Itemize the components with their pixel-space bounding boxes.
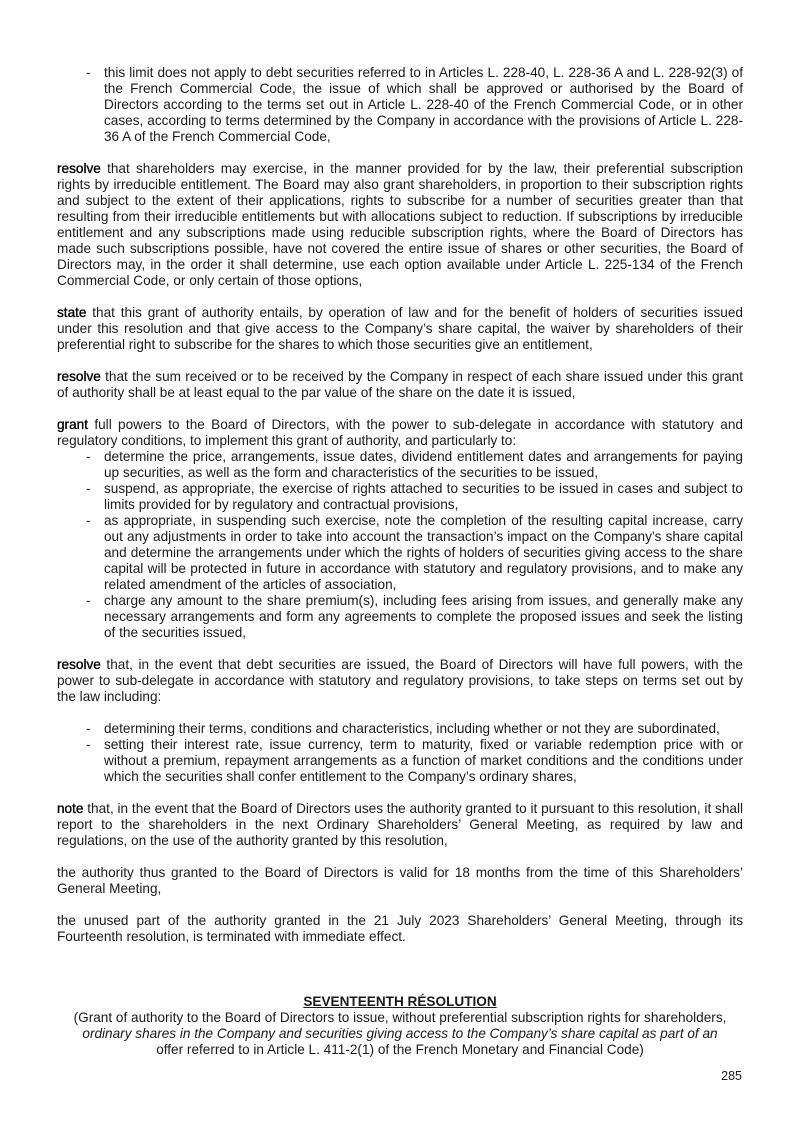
resolution-subtitle-line-3: offer referred to in Article L. 411-2(1) of the French Monetary and Financial Code) (156, 1042, 644, 1057)
resolution-heading (57, 994, 743, 1058)
list-item (57, 721, 743, 737)
list-item-text: determining their terms, conditions and characteristics, including whether or not they are subordinated, (104, 721, 720, 736)
list-item-text: setting their interest rate, issue currency, term to maturity, fixed or variable redemption price with or without a premium, repayment arrangements as a function of market conditions and the conditions under which the securities shall confer entitlement to the Company’s ordinary shares, (104, 737, 743, 784)
keyword: resolve (57, 161, 101, 176)
bullet-dash: - (86, 593, 91, 608)
bullet-dash: - (86, 449, 91, 464)
paragraph-text: that the sum received or to be received by the Company in respect of each share issued under this grant of authority shall be at least equal to the par value of the share on the date it is issued, (57, 369, 743, 400)
list-item-text: suspend, as appropriate, the exercise of rights attached to securities to be issued in cases and subject to limits provided for by regulatory and contractual provisions, (104, 481, 743, 512)
list-item (57, 449, 743, 481)
bullet-dash: - (86, 481, 91, 496)
paragraph-text: that, in the event that debt securities are issued, the Board of Directors will have full powers, with the power to sub-delegate in accordance with statutory and regulatory provisions, to take steps on terms set out by the law including: (57, 657, 743, 704)
list-item-text: this limit does not apply to debt securities referred to in Articles L. 228-40, L. 228-36 A and L. 228-92(3) of the French Commercial Code, the issue of which shall be approved or authorised by the Board of Directors according to the terms set out in Article L. 228-40 of the French Commercial Code, or in other cases, according to terms determined by the Company in accordance with the provisions of Article L. 228-36 A of the French Commercial Code, (104, 65, 743, 144)
paragraph-resolve-debt-securities (57, 657, 743, 705)
bullet-dash: - (86, 721, 91, 736)
list-item (57, 737, 743, 785)
paragraph-unused-authority: the unused part of the authority granted in the 21 July 2023 Shareholders’ General Meeting, through its Fourteenth resolution, is terminated with immediate effect. (57, 913, 743, 944)
list-item-text: as appropriate, in suspending such exercise, note the completion of the resulting capital increase, carry out any adjustments in order to take into account the transaction’s impact on the Company’s share capital and determine the arrangements under which the rights of holders of securities giving access to the share capital will be protected in future in accordance with statutory and regulatory provisions, and to make any related amendment of the articles of association, (104, 513, 743, 592)
list-item (57, 593, 743, 641)
paragraph-validity: the authority thus granted to the Board of Directors is valid for 18 months from the time of this Shareholders’ General Meeting, (57, 865, 743, 896)
resolution-title: SEVENTEENTH RÉSOLUTION (303, 994, 497, 1009)
resolution-subtitle-line-1: (Grant of authority to the Board of Directors to issue, without preferential subscription rights for shareholders, (73, 1010, 727, 1025)
paragraph-note-report (57, 801, 743, 849)
resolution-subtitle-line-2: ordinary shares in the Company and securities giving access to the Company’s share capital as part of an (82, 1026, 718, 1041)
list-item (57, 513, 743, 593)
list-item (57, 481, 743, 513)
bullet-dash: - (86, 65, 91, 80)
list-item (57, 65, 743, 145)
keyword: state (57, 305, 87, 320)
keyword: resolve (57, 657, 101, 672)
debt-bullet-list (57, 721, 743, 785)
page-number: 285 (721, 1069, 742, 1083)
keyword: resolve (57, 369, 101, 384)
keyword: grant (57, 417, 88, 432)
paragraph-grant-powers (57, 417, 743, 449)
paragraph-text: that, in the event that the Board of Directors uses the authority granted to it pursuant to this resolution, it shall report to the shareholders in the next Ordinary Shareholders’ General Meeting, as required by law and regulations, on the use of the authority granted by this resolution, (57, 801, 743, 848)
grant-bullet-list (57, 449, 743, 641)
list-item-text: charge any amount to the share premium(s), including fees arising from issues, and generally make any necessary arrangements and form any agreements to complete the proposed issues and seek the listing of the securities issued, (104, 593, 743, 640)
bullet-dash: - (86, 513, 91, 528)
bullet-dash: - (86, 737, 91, 752)
page-body (57, 65, 743, 945)
paragraph-state-waiver (57, 305, 743, 353)
list-item-text: determine the price, arrangements, issue dates, dividend entitlement dates and arrangements for paying up securities, as well as the form and characteristics of the securities to be issued, (104, 449, 743, 480)
paragraph-text: that shareholders may exercise, in the manner provided for by the law, their preferential subscription rights by irreducible entitlement. The Board may also grant shareholders, in proportion to their subscription rights and subject to the extent of their applications, rights to subscribe for a number of securities greater than that resulting from their irreducible entitlements but with allocations subject to reduction. If subscriptions by irreducible entitlement and any subscriptions made using reducible subscription rights, where the Board of Directors has made such subscriptions possible, have not covered the entire issue of shares or other securities, the Board of Directors may, in the order it shall determine, use each option available under Article L. 225-134 of the French Commercial Code, or only certain of those options, (57, 161, 743, 288)
paragraph-resolve-subscription (57, 161, 743, 289)
paragraph-resolve-par-value (57, 369, 743, 401)
keyword: note (57, 801, 84, 816)
paragraph-text: that this grant of authority entails, by operation of law and for the benefit of holders of securities issued under this resolution and that give access to the Company’s share capital, the waiver by shareholders of their preferential right to subscribe for the shares to which those securities give an entitlement, (57, 305, 743, 352)
limit-bullet-list (57, 65, 743, 145)
paragraph-text: full powers to the Board of Directors, with the power to sub-delegate in accordance with statutory and regulatory conditions, to implement this grant of authority, and particularly to: (57, 417, 743, 448)
